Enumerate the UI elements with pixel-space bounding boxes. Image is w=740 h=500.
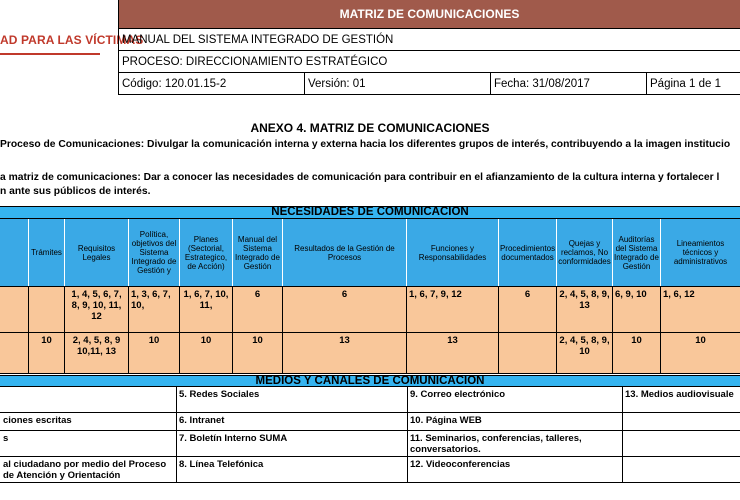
channels-table	[0, 386, 740, 483]
channel-cell: ciones escritas	[3, 415, 72, 426]
channel-cell: 9. Correo electrónico	[410, 389, 506, 400]
needs-row-2	[0, 332, 740, 374]
col-tramites: Trámites	[28, 219, 64, 286]
col-politica: Política, objetivos del Sistema Integrado de Gestión y	[128, 219, 179, 286]
logo-text: AD PARA LAS VÍCTIMAS	[0, 33, 144, 47]
channel-cell	[622, 431, 740, 457]
row1-cell-requisitos: 1, 4, 5, 6, 7, 8, 9, 10, 11, 12	[64, 287, 128, 333]
row2-cell-lineamientos: 10	[660, 333, 740, 373]
col-lineamientos: Lineamientos técnicos y administrativos	[660, 219, 740, 286]
channel-cell: al ciudadano por medio del Proceso de Atención y Orientación	[3, 459, 167, 481]
channels-band: MEDIOS Y CANALES DE COMUNICACIÓN	[0, 375, 740, 387]
version-cell: Versión: 01	[304, 73, 494, 94]
channels-row-4	[0, 456, 740, 483]
meta-row	[119, 72, 740, 95]
page-cell: Página 1 de 1	[646, 73, 740, 94]
objective-matrix-line2: n ante sus públicos de interés.	[0, 186, 151, 197]
row2-cell-requisitos: 2, 4, 5, 8, 9 10,11, 13	[64, 333, 128, 373]
document-title: MATRIZ DE COMUNICACIONES	[119, 0, 740, 28]
row2-cell-funciones: 13	[406, 333, 498, 373]
channel-cell: 11. Seminarios, conferencias, talleres, conversatorios.	[410, 433, 582, 455]
col-resultados: Resultados de la Gestión de Procesos	[282, 219, 406, 286]
channel-cell	[622, 413, 740, 431]
row2-cell-tramites: 10	[28, 333, 64, 373]
col-requisitos: Requisitos Legales	[64, 219, 128, 286]
row2-cell-quejas: 2, 4, 5, 8, 9, 10	[556, 333, 612, 373]
col-planes: Planes (Sectorial, Estrategico, de Acción)	[179, 219, 232, 286]
manual-label: MANUAL DEL SISTEMA INTEGRADO DE GESTIÓN	[122, 33, 394, 46]
channel-cell: 7. Boletín Interno SUMA	[179, 433, 288, 444]
col-quejas: Quejas y reclamos, No conformidades	[556, 219, 612, 286]
objective-process: Proceso de Comunicaciones: Divulgar la comunicación interna y externa hacia los diferentes grupos de interés, contribuyendo a la imagen institucio	[0, 139, 731, 150]
needs-header-row	[0, 219, 740, 286]
channel-cell: 12. Videoconferencias	[410, 459, 511, 470]
row1-cell-auditorias: 6, 9, 10	[612, 287, 660, 333]
row1-cell-quejas: 2, 4, 5, 8, 9, 13	[556, 287, 612, 333]
code-cell: Código: 120.01.15-2	[122, 77, 227, 90]
date-cell: Fecha: 31/08/2017	[490, 73, 644, 94]
row1-cell-0	[0, 287, 28, 333]
row1-cell-planes: 1, 6, 7, 10, 11,	[179, 287, 232, 333]
manual-row	[119, 28, 740, 50]
process-row	[119, 50, 740, 72]
row1-cell-manual: 6	[232, 287, 282, 333]
row2-cell-politica: 10	[128, 333, 179, 373]
channel-cell: 5. Redes Sociales	[179, 389, 260, 400]
row1-cell-resultados: 6	[282, 287, 406, 333]
channels-divider	[407, 386, 408, 482]
row1-cell-funciones: 1, 6, 7, 9, 12	[406, 287, 498, 333]
col-procedimientos: Procedimientos documentados	[498, 219, 556, 286]
channel-cell	[0, 387, 176, 404]
channel-cell: 10. Página WEB	[410, 415, 482, 426]
row2-cell-auditorias: 10	[612, 333, 660, 373]
channels-divider	[176, 386, 177, 482]
channels-row-1	[0, 386, 740, 404]
row1-cell-1	[28, 287, 64, 333]
needs-band: NECESIDADES DE COMUNICACIÓN	[0, 206, 740, 219]
needs-row-1	[0, 286, 740, 333]
channel-cell: s	[3, 433, 9, 444]
row2-cell-resultados: 13	[282, 333, 406, 373]
channel-cell: 8. Línea Telefónica	[179, 459, 264, 470]
annex-title: ANEXO 4. MATRIZ DE COMUNICACIONES	[250, 121, 490, 135]
channel-cell: 13. Medios audiovisuale	[625, 389, 734, 400]
col-empty	[0, 219, 28, 286]
channels-divider	[622, 386, 623, 482]
col-auditorias: Auditorías del Sistema Integrado de Gestión	[612, 219, 660, 286]
row1-cell-politica: 1, 3, 6, 7, 10,	[128, 287, 179, 333]
row2-cell-planes: 10	[179, 333, 232, 373]
row2-cell-0	[0, 333, 28, 373]
objective-matrix-line1: a matriz de comunicaciones: Dar a conocer las necesidades de comunicación para contribuir en el afianzamiento de la cultura interna y fortalecer l	[0, 172, 720, 183]
row2-cell-procedimientos	[498, 333, 556, 373]
channels-row-2	[0, 412, 740, 431]
row1-cell-procedimientos: 6	[498, 287, 556, 333]
logo-underline	[0, 53, 100, 55]
col-funciones: Funciones y Responsabilidades	[406, 219, 498, 286]
channel-cell	[622, 457, 740, 483]
row2-cell-manual: 10	[232, 333, 282, 373]
channel-cell: 6. Intranet	[179, 415, 225, 426]
process-label: PROCESO: DIRECCIONAMIENTO ESTRATÉGICO	[122, 55, 388, 68]
channels-row-3	[0, 430, 740, 457]
row1-cell-lineamientos: 1, 6, 12	[660, 287, 740, 333]
col-manual: Manual del Sistema Integrado de Gestión	[232, 219, 282, 286]
